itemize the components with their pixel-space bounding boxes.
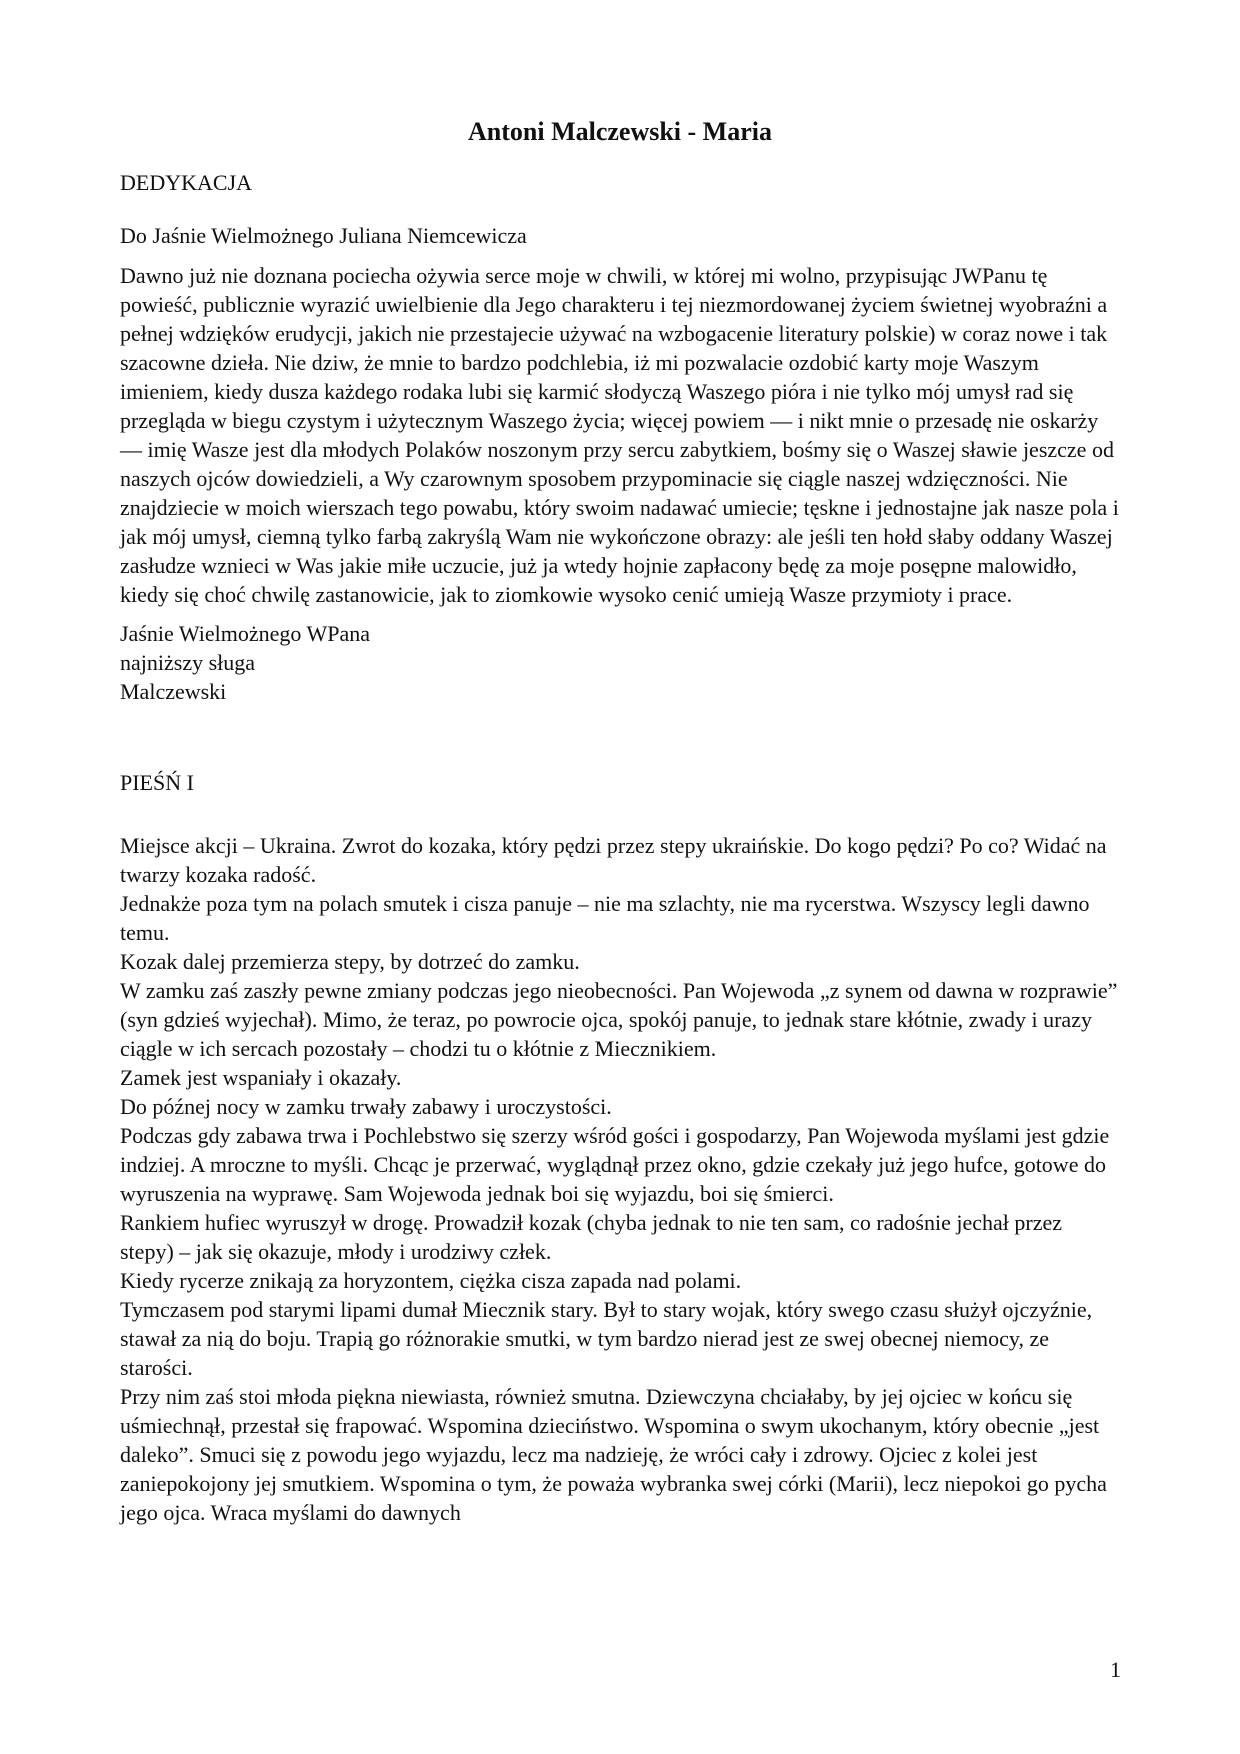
- signoff-line: najniższy sługa: [120, 650, 256, 675]
- page-content: [120, 115, 1120, 1527]
- summary-paragraph: Przy nim zaś stoi młoda piękna niewiasta, również smutna. Dziewczyna chciałaby, by jej ojciec w końcu się uśmiechnął, przestał się frapować. Wspomina dzieciństwo. Wspomina o swym ukochanym, który obecnie „jest daleko”. Smuci się z powodu jego wyjazdu, lecz ma nadzieję, że wróci cały i zdrowy. Ojciec z kolei jest zaniepokojony jej smutkiem. Wspomina o tym, że poważa wybranka swej córki (Marii), lecz niepokoi go pycha jego ojca. Wraca myślami do dawnych: [120, 1384, 1107, 1525]
- summary-paragraph: Tymczasem pod starymi lipami dumał Miecznik stary. Był to stary wojak, który swego czasu służył ojczyźnie, stawał za nią do boju. Trapią go różnorakie smutki, w tym bardzo nierad jest ze swej obecnej niemocy, ze starości.: [120, 1297, 1093, 1380]
- summary-paragraph: Kiedy rycerze znikają za horyzontem, ciężka cisza zapada nad polami.: [120, 1268, 742, 1293]
- summary-paragraph: Kozak dalej przemierza stepy, by dotrzeć do zamku.: [120, 949, 580, 974]
- summary-paragraph: W zamku zaś zaszły pewne zmiany podczas jego nieobecności. Pan Wojewoda „z synem od dawna w rozprawie” (syn gdzieś wyjechał). Mimo, że teraz, po powrocie ojca, spokój panuje, to jednak stare kłótnie, zwady i urazy ciągle w ich sercach pozostały – chodzi tu o kłótnie z Miecznikiem.: [120, 978, 1118, 1061]
- summary-paragraph: Miejsce akcji – Ukraina. Zwrot do kozaka, który pędzi przez stepy ukraińskie. Do kogo pędzi? Po co? Widać na twarzy kozaka radość.: [120, 833, 1107, 887]
- summary-paragraph: Jednakże poza tym na polach smutek i cisza panuje – nie ma szlachty, nie ma rycerstwa. Wszyscy legli dawno temu.: [120, 891, 1090, 945]
- dedication-heading: DEDYKACJA: [120, 170, 252, 195]
- dedication-addressee: Do Jaśnie Wielmożnego Juliana Niemcewicza: [120, 223, 527, 248]
- page-number: 1: [1110, 1657, 1121, 1682]
- summary-paragraph: Do późnej nocy w zamku trwały zabawy i uroczystości.: [120, 1094, 612, 1119]
- summary-paragraph: Rankiem hufiec wyruszył w drogę. Prowadził kozak (chyba jednak to nie ten sam, co radośnie jechał przez stepy) – jak się okazuje, młody i urodziwy człek.: [120, 1210, 1062, 1264]
- song-heading: PIEŚŃ I: [120, 770, 194, 795]
- summary-paragraph: Zamek jest wspaniały i okazały.: [120, 1065, 402, 1090]
- summary-paragraph: Podczas gdy zabawa trwa i Pochlebstwo się szerzy wśród gości i gospodarzy, Pan Wojewoda myślami jest gdzie indziej. A mroczne to myśli. Chcąc je przerwać, wyglądnął przez okno, gdzie czekały już jego hufce, gotowe do wyruszenia na wyprawę. Sam Wojewoda jednak boi się wyjazdu, boi się śmierci.: [120, 1123, 1110, 1206]
- document-title: Antoni Malczewski - Maria: [467, 117, 772, 146]
- signoff-line: Malczewski: [120, 679, 227, 704]
- dedication-signoff: [120, 619, 1120, 706]
- song-summary: [120, 831, 1120, 1527]
- dedication-body: Dawno już nie doznana pociecha ożywia serce moje w chwili, w której mi wolno, przypisując JWPanu tę powieść, publicznie wyrazić uwielbienie dla Jego charakteru i tej niezmordowanej życiem świetnej wyobraźni a pełnej wdzięków erudycji, jakich nie przestajecie używać na wzbogacenie literatury polskie) w coraz nowe i tak szacowne dzieła. Nie dziw, że mnie to bardzo podchlebia, iż mi pozwalacie ozdobić karty moje Waszym imieniem, kiedy dusza każdego rodaka lubi się karmić słodyczą Waszego pióra i nie tylko mój umysł rad się przegląda w biegu czystym i użytecznym Waszego życia; więcej powiem — i nikt mnie o przesadę nie oskarży — imię Wasze jest dla młodych Polaków noszonym przy sercu zabytkiem, bośmy się o Waszej sławie jeszcze od naszych ojców dowiedzieli, a Wy czarownym sposobem przypominacie się ciągle naszej wdzięczności. Nie znajdziecie w moich wierszach tego powabu, który swoim nadawać umiecie; tęskne i jednostajne jak nasze pola i jak mój umysł, ciemną tylko farbą zakryślą Wam nie wykończone obrazy: ale jeśli ten hołd słaby oddany Waszej zasłudze wznieci w Was jakie miłe uczucie, już ja wtedy hojnie zapłacony będę za moje posępne malowidło, kiedy się choć chwilę zastanowicie, jak to ziomkowie wysoko cenić umieją Wasze przymioty i prace.: [120, 263, 1119, 607]
- signoff-line: Jaśnie Wielmożnego WPana: [120, 621, 371, 646]
